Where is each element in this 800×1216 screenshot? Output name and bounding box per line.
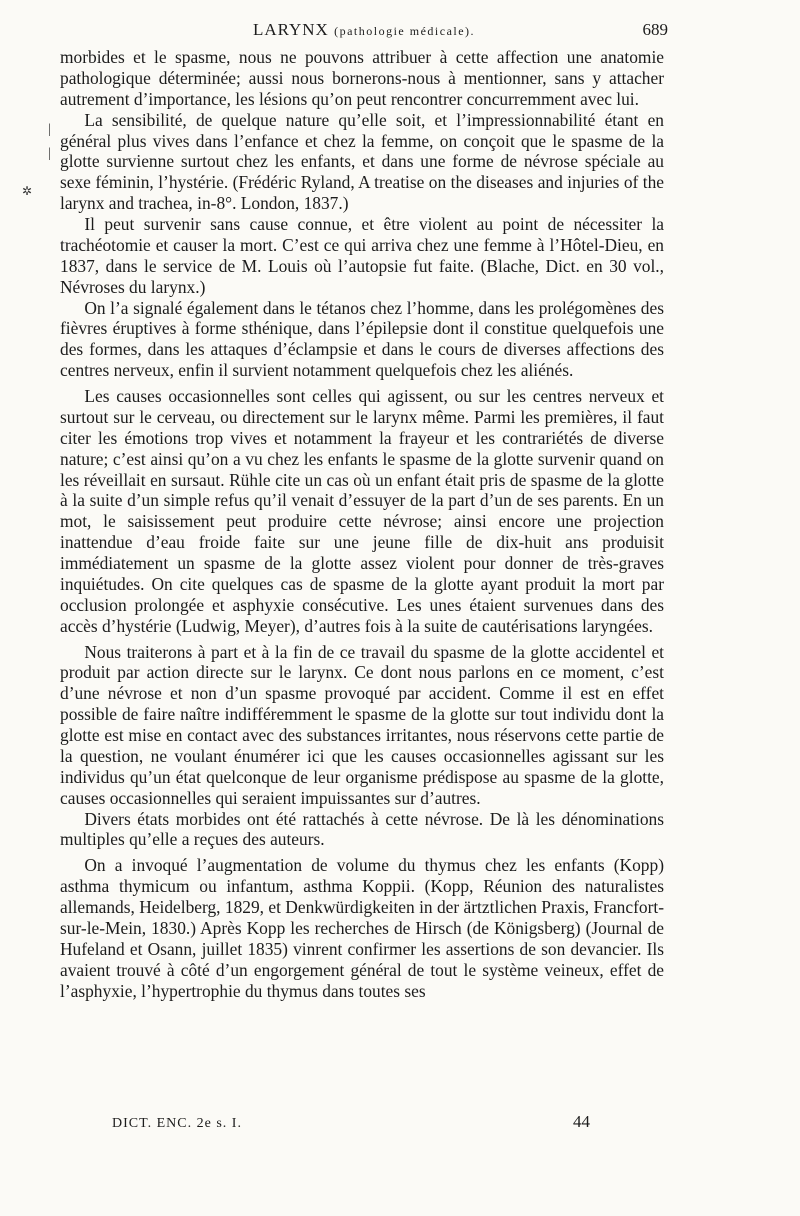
margin-ink-spot: ✲ — [22, 184, 33, 198]
signature-number: 44 — [573, 1112, 590, 1131]
margin-bracket-mark: | — [48, 122, 51, 137]
body-text — [60, 47, 664, 1001]
paragraph: La sensibilité, de quelque nature qu’elle soit, et l’impressionnabilité étant en général plus vives dans l’enfance et chez la femme, on conçoit que le spasme de la glotte survienne surtout chez les enfants, et dans une forme de névrose spéciale au sexe féminin, l’hystérie. (Frédéric Ryland, A treatise on the diseases and injuries of the larynx and trachea, in-8°. London, 1837.) — [60, 109, 664, 214]
paragraph: On a invoqué l’augmentation de volume du thymus chez les enfants (Kopp) asthma thymicum ou infantum, asthma Koppii. (Kopp, Réunion des naturalistes allemands, Heidelberg, 1829, et Denkwürdigkeiten in der ärtztlichen Praxis, Francfort-sur-le-Mein, 1830.) Après Kopp les recherches de Hirsch (de Königsberg) (Journal de Hufeland et Osann, juillet 1835) vinrent confirmer les assertions de son devancier. Ils avaient trouvé à côté d’un engorgement général de tout le système veineux, effet de l’asphyxie, l’hypertrophie du thymus dans toutes ses — [60, 855, 664, 1001]
printer-signature: DICT. ENC. 2e s. I. — [112, 1116, 242, 1131]
page-number: 689 — [642, 20, 668, 39]
running-head-title — [60, 20, 668, 40]
paragraph: Il peut survenir sans cause connue, et être violent au point de nécessiter la trachéotomie et causer la mort. C’est ce qui arriva chez une femme à l’Hôtel-Dieu, en 1837, dans le service de M. Louis où l’autopsie fut faite. (Blache, Dict. en 30 vol., Névroses du larynx.) — [60, 214, 664, 297]
paragraph: On l’a signalé également dans le tétanos chez l’homme, dans les prolégomènes des fièvres éruptives à forme sthénique, dans l’épilepsie dont il constitue quelquefois une des formes, dans les attaques d’éclampsie et dans le cours de diverses affections des centres nerveux, enfin il survient notamment quelquefois chez les aliénés. — [60, 297, 664, 381]
running-head-main: LARYNX — [252, 20, 329, 39]
running-head — [60, 18, 668, 44]
running-head-subtitle: (pathologie médicale). — [334, 24, 476, 38]
paragraph: Nous traiterons à part et à la fin de ce travail du spasme de la glotte accidentel et produit par action directe sur le larynx. Ce dont nous parlons en ce moment, c’est d’une névrose et non d’un spasme provoqué par accident. Comme il est en effet possible de faire naître indifféremment le spasme de la glotte sur tout individu dont la glotte est mise en contact avec des substances irritantes, nous réservons cette partie de la question, ne voulant énumérer ici que les causes occasionnelles agissant sur les individus qu’un état quelconque de leur organisme prédispose au spasme de la glotte, causes occasionnelles qui seraient impuissantes sur d’autres. — [60, 641, 664, 808]
paragraph: morbides et le spasme, nous ne pouvons attribuer à cette affection une anatomie pathologique déterminée; aussi nous bornerons-nous à mentionner, sans y attacher autrement d’importance, les lésions qu’on peut rencontrer concurremment avec lui. — [60, 47, 664, 109]
paragraph: Les causes occasionnelles sont celles qui agissent, ou sur les centres nerveux et surtout sur le cerveau, ou directement sur le larynx même. Parmi les premières, il faut citer les émotions trop vives et notamment la frayeur et les contrariétés de diverse nature; c’est ainsi qu’on a vu chez les enfants le spasme de la glotte survenir quand on les réveillait en sursaut. Rühle cite un cas où un enfant était pris de spasme de la glotte à la suite d’un simple refus qu’il venait d’essuyer de la part d’un de ses parents. En un mot, le saisissement peut produire cette névrose; ainsi encore une projection inattendue d’eau froide faite sur une jeune fille de dix-huit ans produisit immédiatement un spasme de la glotte assez violent pour donner de très-graves inquiétudes. On cite quelques cas de spasme de la glotte ayant produit la mort par occlusion prolongée et asphyxie consécutive. Les unes étaient survenues dans des accès d’hystérie (Ludwig, Meyer), d’autres fois à la suite de cautérisations laryngées. — [60, 386, 664, 636]
margin-bracket-mark: | — [48, 146, 51, 161]
page-footer — [60, 1112, 664, 1138]
paragraph: Divers états morbides ont été rattachés à cette névrose. De là les dénominations multiples qu’elle a reçues des auteurs. — [60, 808, 664, 850]
